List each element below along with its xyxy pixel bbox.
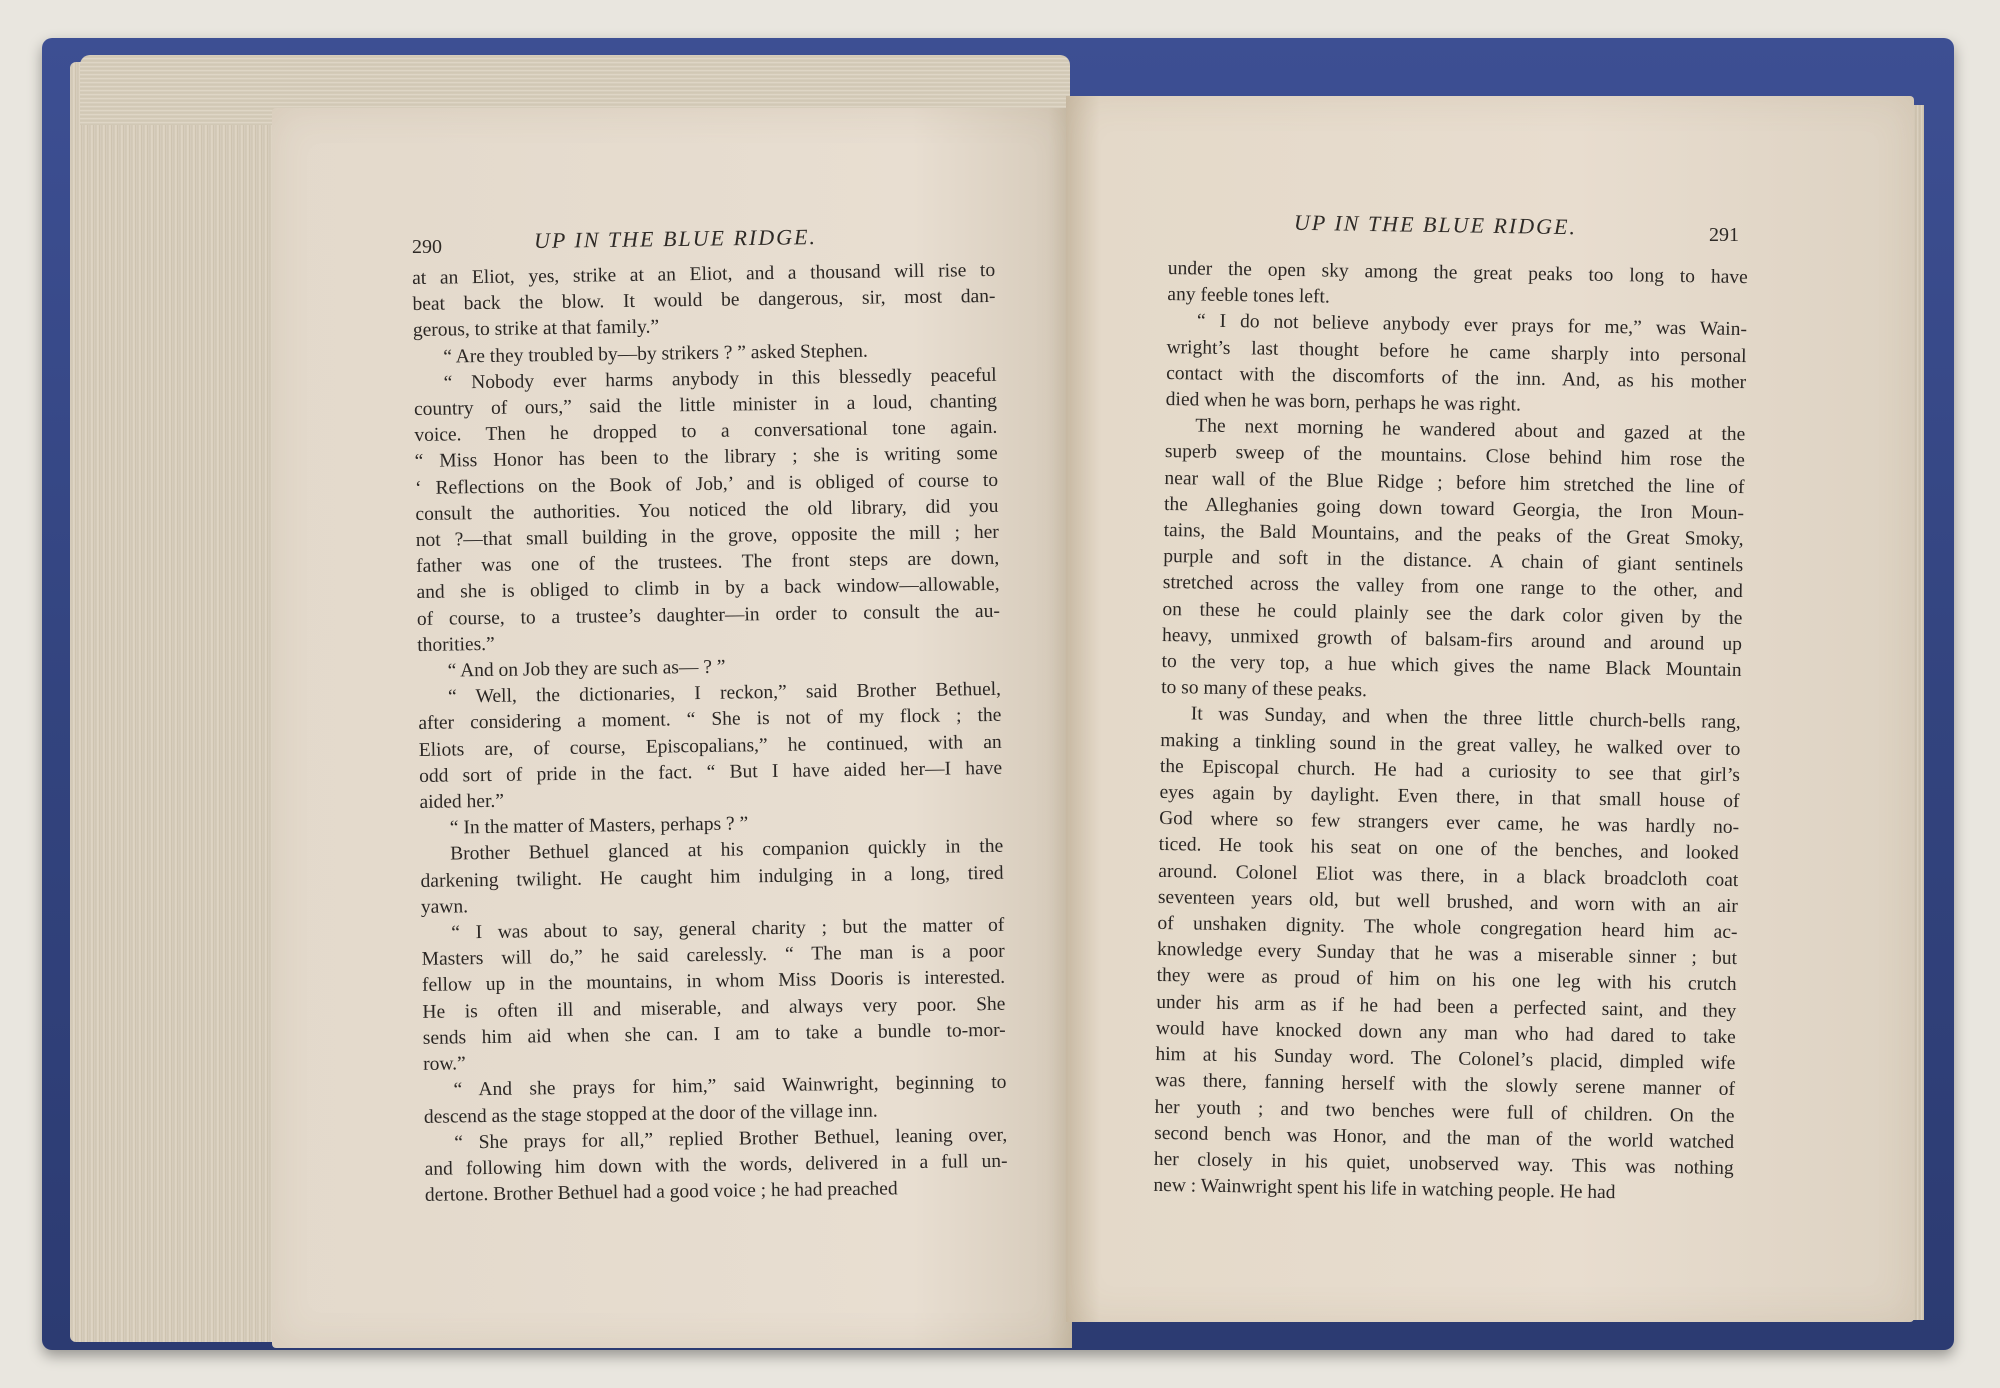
text-line: was there, fanning herself with the slowly serene manner of bbox=[1154, 1070, 1736, 1101]
text-line: died when he was born, perhaps he was right. bbox=[1165, 388, 1522, 416]
text-line: under his arm as if he had been a perfected saint, and they bbox=[1156, 991, 1737, 1022]
text-line: making a tinkling sound in the great valley, he walked over to bbox=[1160, 729, 1741, 760]
text-line: sends him aid when she can. I am to take a bundle to-mor- bbox=[422, 1019, 1006, 1049]
text-line: new : Wainwright spent his life in watching people. He had bbox=[1153, 1174, 1616, 1204]
text-line: Brother Bethuel glanced at his companion quickly in the bbox=[450, 836, 1004, 865]
text-line: beat back the blow. It would be dangerous, sir, most dan- bbox=[412, 286, 996, 316]
text-line: heavy, unmixed growth of balsam-firs around and around up bbox=[1161, 624, 1743, 655]
running-head: UP IN THE BLUE RIDGE. bbox=[1293, 209, 1578, 240]
text-line: contact with the discomforts of the inn. And, as his mother bbox=[1165, 362, 1747, 393]
text-line: near wall of the Blue Ridge ; before him stretched the line of bbox=[1164, 467, 1745, 498]
page-body-text bbox=[1153, 256, 1748, 1208]
page-edges-left bbox=[70, 62, 290, 1342]
text-line: after considering a moment. “ She is not of my flock ; the bbox=[418, 705, 1002, 735]
text-line: aided her.” bbox=[419, 790, 505, 814]
text-line: ticed. He took his seat on one of the benches, and looked bbox=[1158, 834, 1739, 865]
text-line: fellow up in the mountains, in whom Miss Dooris is interested. bbox=[421, 967, 1006, 997]
text-line: “ And on Job they are such as— ? ” bbox=[447, 656, 726, 682]
text-line: at an Eliot, yes, strike at an Eliot, and a thousand will rise to bbox=[412, 259, 996, 289]
text-line: wright’s last thought before he came sharply into personal bbox=[1166, 336, 1747, 367]
text-line: He is often ill and miserable, and always very poor. She bbox=[422, 993, 1006, 1023]
text-line: the Alleghanies going down toward Georgia, the Iron Moun- bbox=[1163, 493, 1745, 524]
text-line: superb sweep of the mountains. Close behind him rose the bbox=[1164, 441, 1746, 472]
text-line: Eliots are, of course, Episcopalians,” he continued, with an bbox=[418, 731, 1002, 761]
text-line: gerous, to strike at that family.” bbox=[412, 316, 660, 342]
text-line: It was Sunday, and when the three little church-bells rang, bbox=[1190, 703, 1741, 734]
right-page bbox=[1066, 96, 1914, 1322]
text-line: “ In the matter of Masters, perhaps ? ” bbox=[449, 813, 749, 839]
text-line: they were as proud of him on his one leg with his crutch bbox=[1156, 965, 1737, 996]
text-line: “ I do not believe anybody ever prays for me,” was Wain- bbox=[1196, 310, 1748, 341]
text-line: him at his Sunday word. The Colonel’s placid, dimpled wife bbox=[1155, 1043, 1736, 1075]
text-line: The next morning he wandered about and gazed at the bbox=[1195, 415, 1746, 446]
text-line: tains, the Bald Mountains, and the peaks of the Great Smoky, bbox=[1163, 519, 1744, 551]
text-line: “ And she prays for him,” said Wainwright, beginning to bbox=[453, 1072, 1007, 1101]
text-line: thorities.” bbox=[417, 633, 495, 656]
text-line: of course, to a trustee’s daughter—in order to consult the au- bbox=[416, 600, 1001, 630]
text-line: the Episcopal church. He had a curiosity to see that girl’s bbox=[1159, 755, 1741, 786]
page-body-text bbox=[412, 258, 1008, 1209]
text-line: dertone. Brother Bethuel had a good voice ; he had preached bbox=[424, 1178, 898, 1207]
text-line: second bench was Honor, and the man of the world watched bbox=[1154, 1122, 1735, 1153]
text-line: “ Well, the dictionaries, I reckon,” said Brother Bethuel, bbox=[447, 679, 1002, 708]
text-line: voice. Then he dropped to a conversational tone again. bbox=[414, 417, 998, 447]
text-line: “ Nobody ever harms anybody in this blessedly peaceful bbox=[443, 364, 997, 394]
text-line: of unshaken dignity. The whole congregation heard him ac- bbox=[1157, 912, 1738, 944]
text-line: under the open sky among the great peaks too long to have bbox=[1167, 257, 1748, 289]
text-line: around. Colonel Eliot was there, in a black broadcloth coat bbox=[1158, 860, 1739, 891]
page-number: 290 bbox=[412, 236, 442, 258]
text-line: darkening twilight. He caught him indulging in a long, tired bbox=[420, 862, 1004, 892]
text-line: not ?—that small building in the grove, opposite the mill ; her bbox=[415, 521, 999, 552]
running-head: UP IN THE BLUE RIDGE. bbox=[533, 224, 818, 253]
text-line: and she is obliged to climb in by a back window—allowable, bbox=[416, 574, 1000, 604]
text-line: her closely in his quiet, unobserved way. This was nothing bbox=[1153, 1148, 1734, 1179]
text-line: ‘ Reflections on the Book of Job,’ and is obliged of course to bbox=[414, 469, 999, 499]
text-line: would have knocked down any man who had dared to take bbox=[1155, 1017, 1736, 1048]
text-line: country of ours,” said the little minister in a loud, chanting bbox=[413, 390, 998, 421]
text-line: eyes again by daylight. Even there, in that small house of bbox=[1159, 781, 1740, 813]
text-line: God where so few strangers ever came, he was hardly no- bbox=[1158, 808, 1740, 839]
text-line: and following him down with the words, delivered in a full un- bbox=[424, 1150, 1008, 1180]
text-line: her youth ; and two benches were full of children. On the bbox=[1154, 1096, 1735, 1127]
left-page bbox=[272, 108, 1072, 1348]
text-line: odd sort of pride in the fact. “ But I have aided her—I have bbox=[418, 757, 1003, 787]
text-line: consult the authorities. You noticed the old library, did you bbox=[415, 495, 999, 525]
text-line: “ Miss Honor has been to the library ; she is writing some bbox=[414, 443, 998, 473]
text-line: “ Are they troubled by—by strikers ? ” asked Stephen. bbox=[443, 340, 868, 368]
text-line: stretched across the valley from one range to the other, and bbox=[1162, 572, 1743, 603]
text-line: Masters will do,” he said carelessly. “ The man is a poor bbox=[421, 941, 1005, 971]
page-number: 291 bbox=[1709, 224, 1739, 246]
text-line: “ She prays for all,” replied Brother Bethuel, leaning over, bbox=[454, 1124, 1008, 1154]
text-line: knowledge every Sunday that he was a miserable sinner ; but bbox=[1156, 939, 1738, 970]
text-line: purple and soft in the distance. A chain of giant sentinels bbox=[1163, 546, 1744, 577]
text-line: father was one of the trustees. The front steps are down, bbox=[416, 548, 1000, 578]
text-line: row.” bbox=[423, 1053, 466, 1076]
text-line: “ I was about to say, general charity ; but the matter of bbox=[451, 914, 1005, 944]
text-line: any feeble tones left. bbox=[1167, 284, 1330, 308]
text-line: to the very top, a hue which gives the name Black Mountain bbox=[1161, 650, 1742, 682]
text-line: on these he could plainly see the dark color given by the bbox=[1162, 598, 1743, 629]
text-line: seventeen years old, but well brushed, and worn with an air bbox=[1157, 886, 1739, 917]
text-line: yawn. bbox=[420, 896, 469, 918]
text-line: to so many of these peaks. bbox=[1161, 677, 1368, 702]
text-line: descend as the stage stopped at the door of the village inn. bbox=[423, 1100, 878, 1128]
